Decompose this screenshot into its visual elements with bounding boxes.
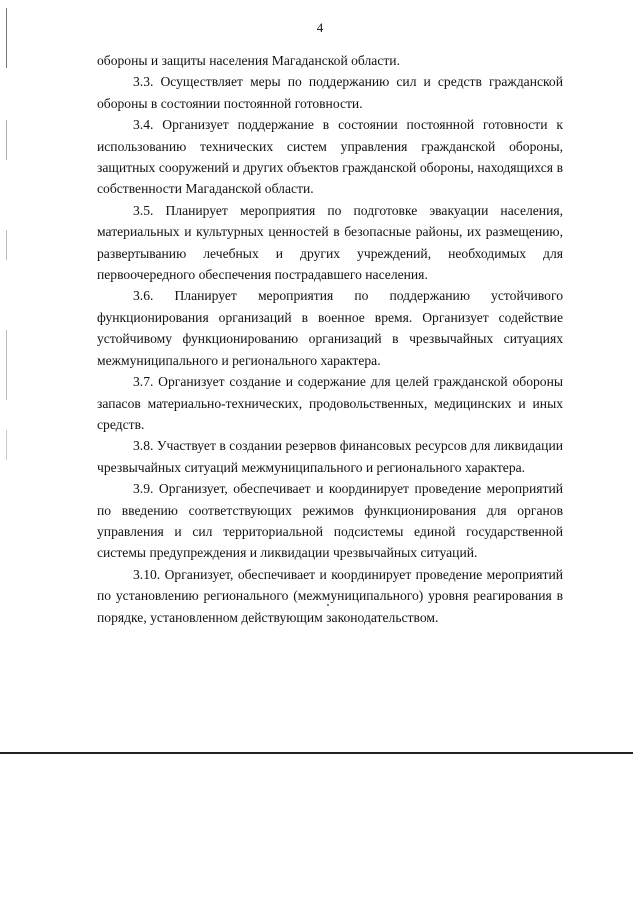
paragraph-3-8: 3.8. Участвует в создании резервов финансовых ресурсов для ликвидации чрезвычайных ситуаций межмуниципального и регионального характера. [97, 438, 563, 475]
scan-speck [327, 604, 329, 606]
paragraph-3-4: 3.4. Организует поддержание в состоянии постоянной готовности к использованию технических систем управления гражданской обороны, защитных сооружений и других объектов гражданской обороны, находящихся в собственности Магаданской области. [97, 117, 563, 197]
scan-edge-mark [6, 120, 7, 160]
scan-edge-mark [6, 330, 7, 400]
page-number: 4 [316, 20, 324, 35]
paragraph-3-6: 3.6. Планирует мероприятия по поддержанию устойчивого функционирования организаций в военное время. Организует содействие устойчивому функционированию организаций в чрезвычайных ситуациях межмуниципального и регионального характера. [97, 288, 563, 368]
scan-edge-mark [6, 230, 7, 260]
paragraph-continuation: обороны и защиты населения Магаданской области. [97, 53, 400, 68]
scan-edge-mark [6, 430, 7, 460]
paragraph-3-3: 3.3. Осуществляет меры по поддержанию сил и средств гражданской обороны в состоянии постоянной готовности. [97, 74, 563, 111]
scan-edge-mark [6, 8, 7, 68]
paragraph-3-10: 3.10. Организует, обеспечивает и координирует проведение мероприятий по установлению регионального (межмуниципального) уровня реагирования в порядке, установленном действующим законодательством. [97, 566, 563, 625]
document-body [97, 50, 563, 628]
paragraph-3-7: 3.7. Организует создание и содержание для целей гражданской обороны запасов материально-технических, продовольственных, медицинских и иных средств. [97, 374, 563, 432]
page-bottom-rule [0, 752, 633, 754]
paragraph-3-9: 3.9. Организует, обеспечивает и координирует проведение мероприятий по введению соответствующих режимов функционирования для органов управления и сил территориальной подсистемы единой государственной системы предупреждения и ликвидации чрезвычайных ситуаций. [97, 481, 563, 561]
paragraph-3-5: 3.5. Планирует мероприятия по подготовке эвакуации населения, материальных и культурных ценностей в безопасные районы, их размещению, развертыванию лечебных и других учреждений, необходимых для первоочередного обеспечения пострадавшего населения. [97, 202, 563, 283]
